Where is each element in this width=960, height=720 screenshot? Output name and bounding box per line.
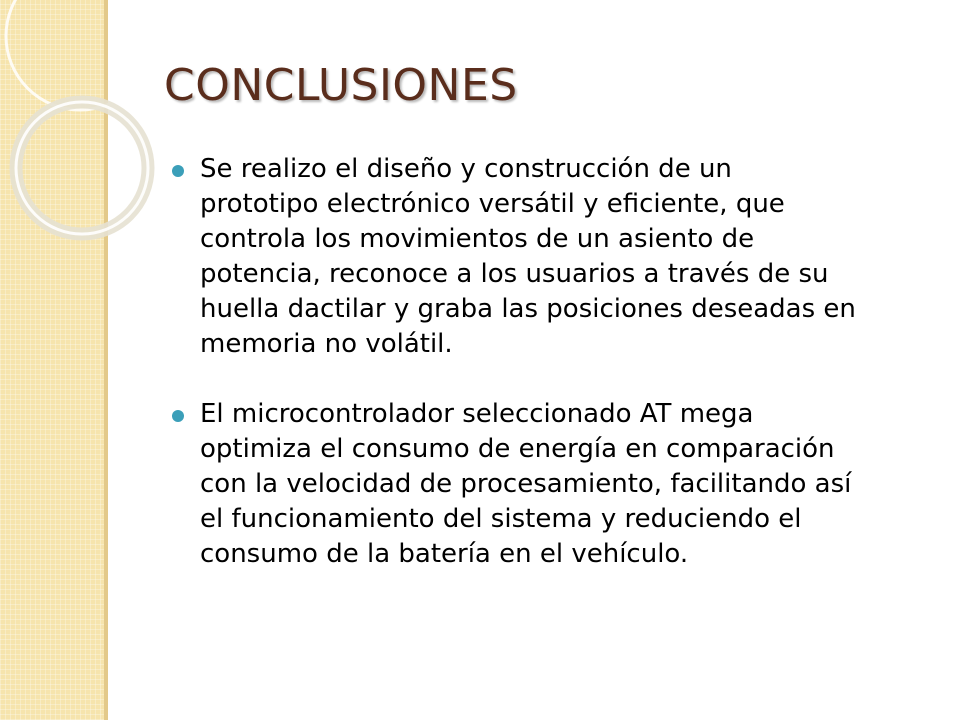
bullet-line: prototipo electrónico versátil y eficiente, que bbox=[200, 189, 785, 219]
slide-title: CONCLUSIONES bbox=[164, 60, 518, 111]
bullet-line: consumo de la batería en el vehículo. bbox=[200, 539, 689, 569]
bullet-line: controla los movimientos de un asiento de bbox=[200, 224, 755, 254]
decorative-circles-icon bbox=[0, 0, 180, 260]
bullet-item-2 bbox=[172, 397, 932, 572]
bullet-line: con la velocidad de procesamiento, facilitando así bbox=[200, 469, 852, 499]
bullet-line: El microcontrolador seleccionado AT mega bbox=[200, 399, 754, 429]
bullet-line: el funcionamiento del sistema y reduciendo el bbox=[200, 504, 802, 534]
bullet-line: huella dactilar y graba las posiciones deseadas en bbox=[200, 294, 856, 324]
bullet-list bbox=[172, 152, 932, 572]
bullet-dot-icon bbox=[172, 410, 184, 422]
bullet-dot-icon bbox=[172, 165, 184, 177]
bullet-line: optimiza el consumo de energía en comparación bbox=[200, 434, 835, 464]
bullet-item-1 bbox=[172, 152, 932, 362]
bullet-line: potencia, reconoce a los usuarios a través de su bbox=[200, 259, 829, 289]
bullet-line: memoria no volátil. bbox=[200, 329, 453, 359]
bullet-line: Se realizo el diseño y construcción de un bbox=[200, 154, 732, 184]
